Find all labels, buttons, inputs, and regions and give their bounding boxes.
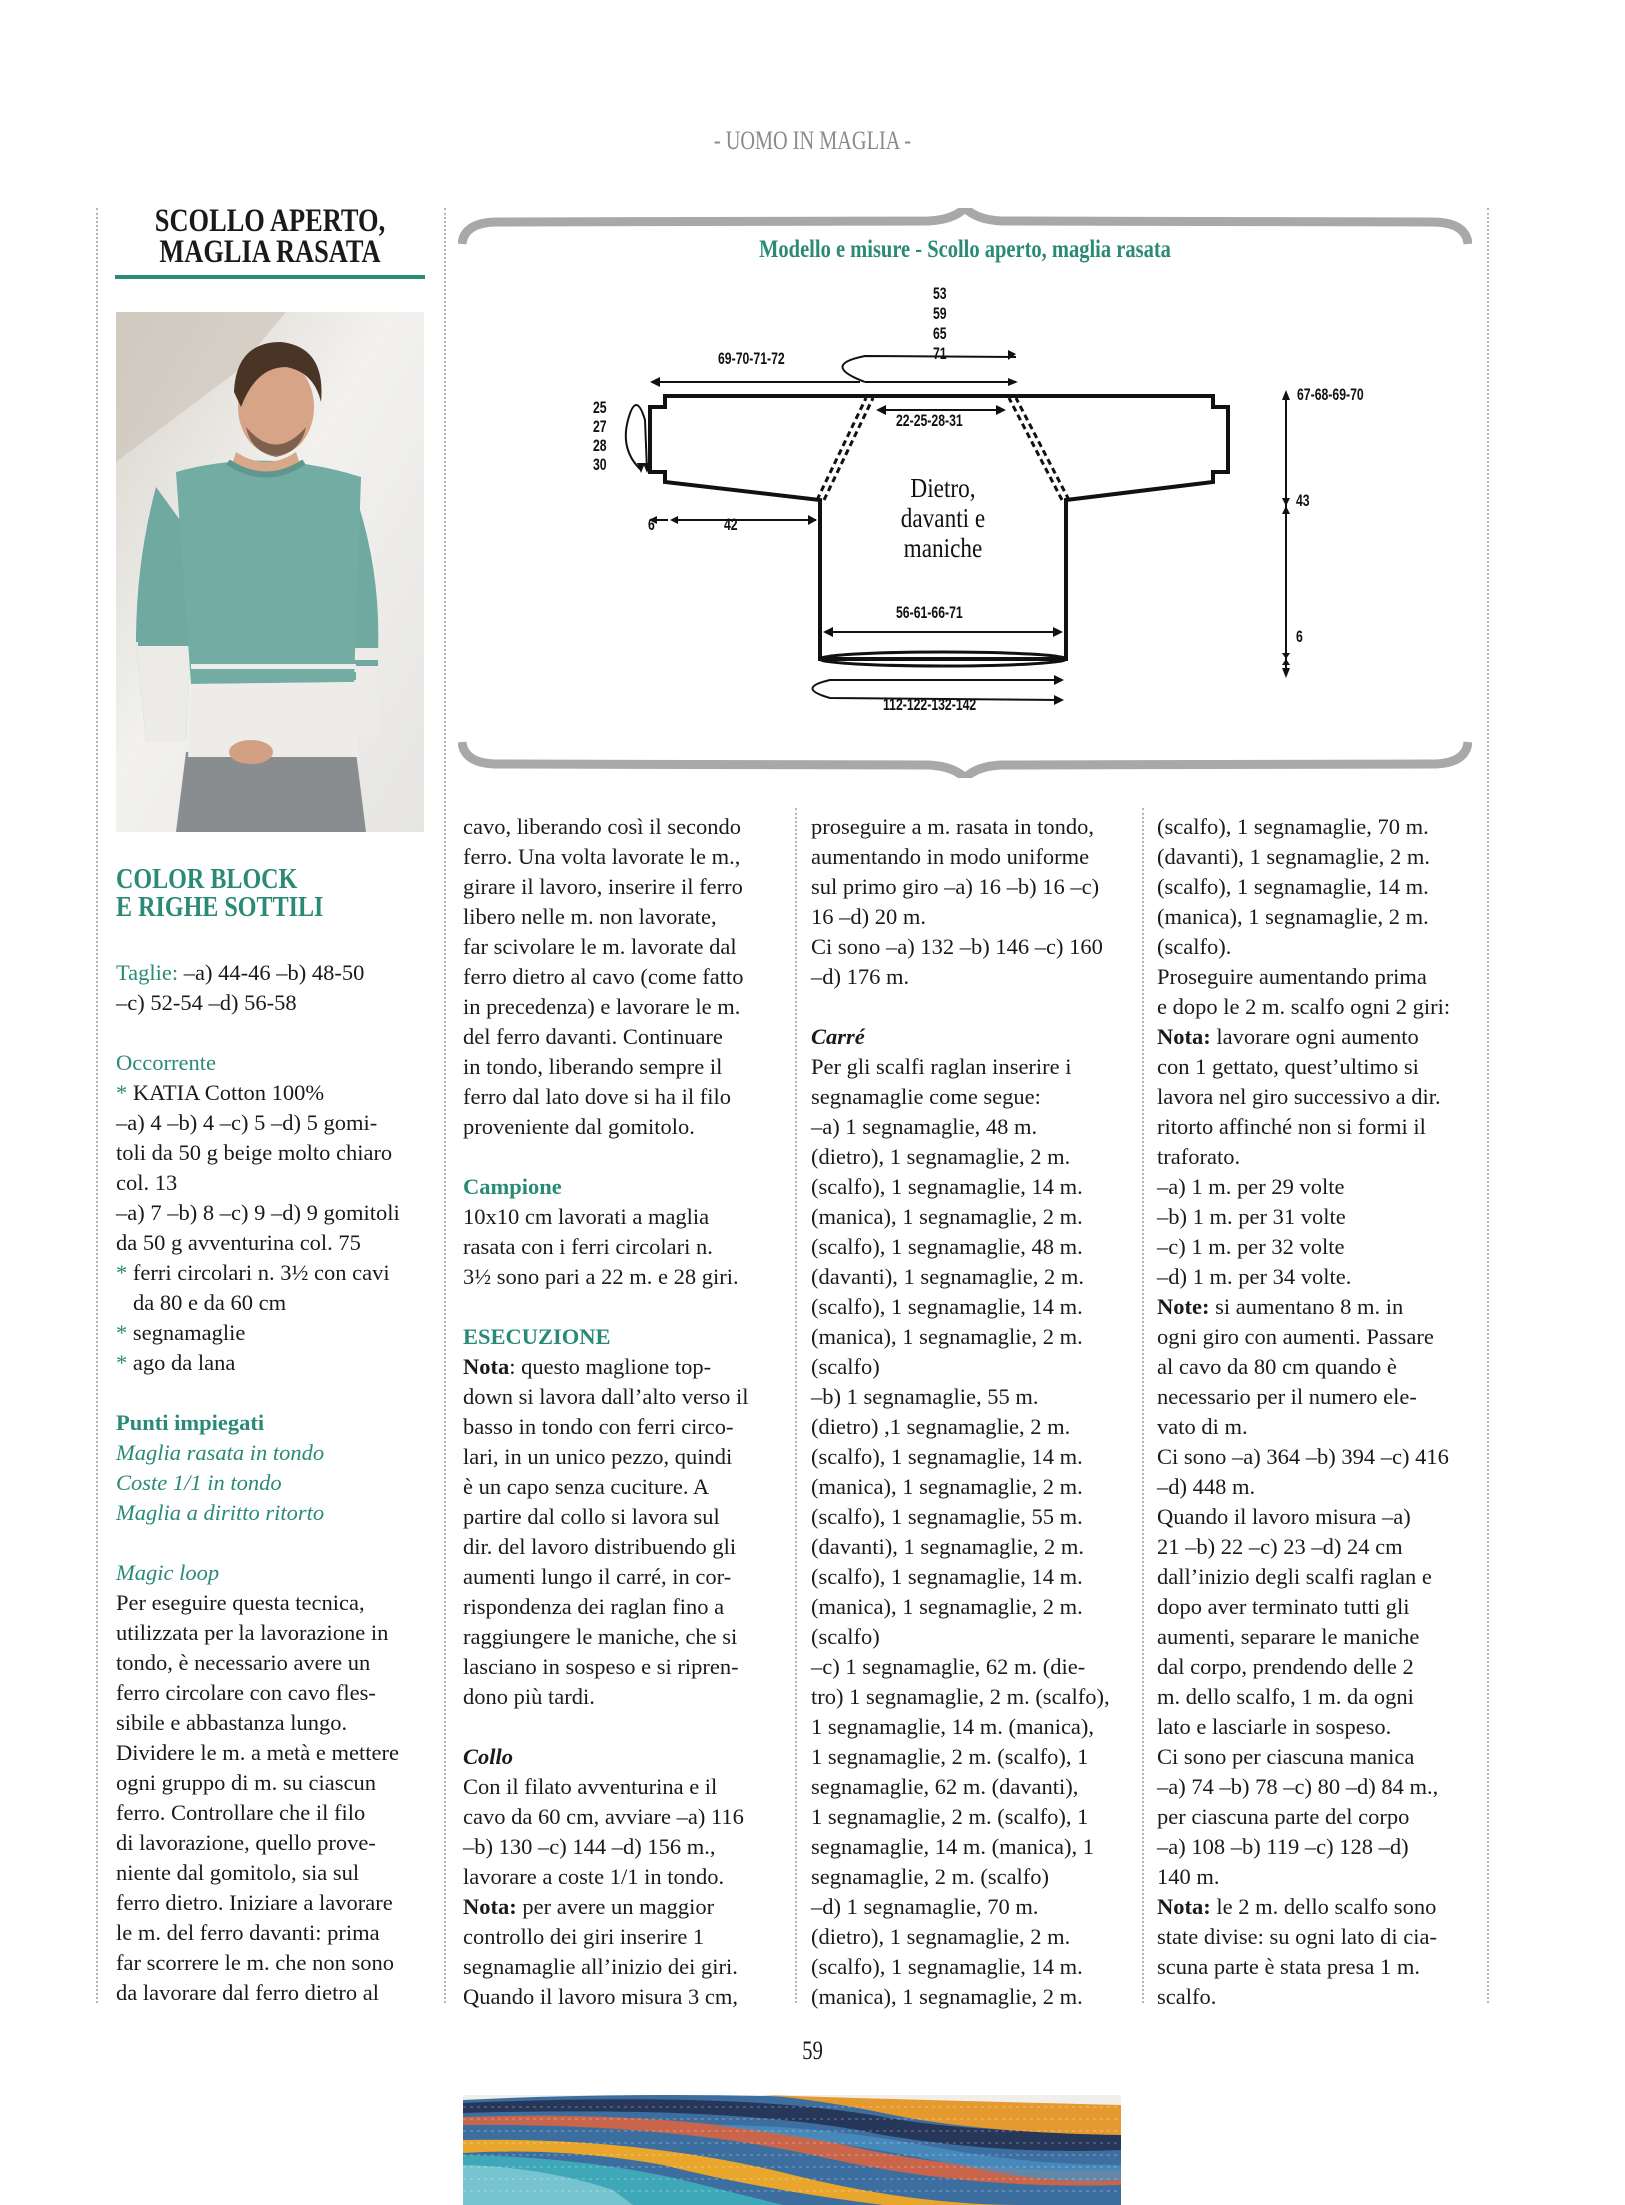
column-2 — [463, 812, 781, 2012]
note-label: Nota: — [1157, 1024, 1211, 1049]
size-value: 27 — [593, 417, 607, 436]
sleeve-underarm-label: 42 — [724, 515, 738, 534]
size-value: 59 — [933, 304, 947, 323]
text-line: ferro dietro. Iniziare a lavorare — [116, 1890, 393, 1915]
note-text: : questo maglione top- — [509, 1354, 712, 1379]
text-line: girare il lavoro, inserire il ferro — [463, 874, 743, 899]
text-line: con 1 gettato, quest’ultimo si — [1157, 1054, 1419, 1079]
materials-heading: Occorrente — [116, 1050, 216, 1075]
material-item — [116, 1318, 426, 1348]
gauge-heading: Campione — [463, 1174, 562, 1199]
text-line: 1 segnamaglie, 2 m. (scalfo), 1 — [811, 1744, 1089, 1769]
text-line: in precedenza) e lavorare le m. — [463, 994, 741, 1019]
text-line: lari, in un unico pezzo, quindi — [463, 1444, 733, 1469]
text-line: far scorrere le m. che non sono — [116, 1950, 395, 1975]
subtitle-line: E RIGHE SOTTILI — [116, 892, 324, 923]
neck-width-label: 22-25-28-31 — [896, 411, 963, 430]
neck-text — [463, 1772, 781, 1892]
text-line: ferro. Controllare che il filo — [116, 1800, 366, 1825]
stitch-item: Coste 1/1 in tondo — [116, 1470, 282, 1495]
text-line: (davanti), 1 segnamaglie, 2 m. — [1157, 844, 1431, 869]
text-line: Con il filato avventurina e il — [463, 1774, 718, 1799]
text-line: del ferro davanti. Continuare — [463, 1024, 723, 1049]
text-line: (manica), 1 segnamaglie, 2 m. — [811, 1984, 1083, 2009]
column-1 — [116, 866, 426, 2008]
column-divider — [96, 208, 98, 2003]
subtitle — [116, 866, 383, 922]
note-label: Nota: — [1157, 1894, 1211, 1919]
subtitle-line: COLOR BLOCK — [116, 864, 298, 895]
instructions-heading: ESECUZIONE — [463, 1324, 611, 1349]
size-value: 30 — [593, 455, 607, 474]
text-line: dir. del lavoro distribuendo gli — [463, 1534, 737, 1559]
text-line: –a) 74 –b) 78 –c) 80 –d) 84 m., — [1157, 1774, 1439, 1799]
material-text: –a) 4 –b) 4 –c) 5 –d) 5 gomi- — [116, 1110, 378, 1135]
magic-loop-continued — [463, 812, 781, 1142]
bullet-icon: * — [116, 1260, 128, 1285]
text-line: rasata con i ferri circolari n. — [463, 1234, 713, 1259]
text-line: segnamaglie come segue: — [811, 1084, 1041, 1109]
total-length-label: 67-68-69-70 — [1297, 385, 1364, 404]
text-line: ferro dal lato dove si ha il filo — [463, 1084, 732, 1109]
note-text — [1157, 1052, 1475, 1292]
text-line: state divise: su ogni lato di cia- — [1157, 1924, 1437, 1949]
title-line: SCOLLO APERTO, — [154, 203, 386, 239]
text-line: sul primo giro –a) 16 –b) 16 –c) — [811, 874, 1100, 899]
material-item — [116, 1258, 426, 1288]
material-text: ferri circolari n. 3½ con cavi — [132, 1260, 390, 1285]
material-text: segnamaglie — [132, 1320, 246, 1345]
note-line — [463, 1352, 781, 1382]
text-line: tondo, è necessario avere un — [116, 1650, 371, 1675]
cuff-rib-label: 6 — [648, 515, 655, 534]
note-line — [463, 1892, 781, 1922]
hem-circumference-label: 112-122-132-142 — [883, 695, 977, 714]
text-line: (manica), 1 segnamaglie, 2 m. — [811, 1204, 1083, 1229]
text-line: segnamaglie, 62 m. (davanti), — [811, 1774, 1079, 1799]
text-line: 16 –d) 20 m. — [811, 904, 926, 929]
note-text: si aumentano 8 m. in — [1209, 1294, 1404, 1319]
text-line: ritorto affinché non si formi il — [1157, 1114, 1426, 1139]
text-line: Per eseguire questa tecnica, — [116, 1590, 365, 1615]
cuff-circumference-label — [593, 398, 607, 474]
note-text: per avere un maggior — [516, 1894, 715, 1919]
text-line: (manica), 1 segnamaglie, 2 m. — [811, 1324, 1083, 1349]
knit-swatch-illustration — [463, 2095, 1121, 2205]
gauge-text — [463, 1202, 781, 1292]
body-length-label: 43 — [1296, 491, 1310, 510]
magic-loop-heading: Magic loop — [116, 1560, 220, 1585]
material-text: toli da 50 g beige molto chiaro — [116, 1140, 393, 1165]
text-line: segnamaglie, 2 m. (scalfo) — [811, 1864, 1050, 1889]
text-line: dopo aver terminato tutti gli — [1157, 1594, 1410, 1619]
bullet-icon: * — [116, 1350, 128, 1375]
text-line: (manica), 1 segnamaglie, 2 m. — [811, 1594, 1083, 1619]
sizes-value: –a) 44-46 –b) 48-50 — [178, 960, 365, 985]
text-line: down si lavora dall’alto verso il — [463, 1384, 749, 1409]
note-text — [463, 1922, 781, 2012]
column-divider — [1142, 808, 1144, 2003]
text-line: è un capo senza cuciture. A — [463, 1474, 710, 1499]
material-text: da 50 g avventurina col. 75 — [116, 1230, 361, 1255]
stitch-item: Maglia rasata in tondo — [116, 1440, 325, 1465]
text-line: 3½ sono pari a 22 m. e 28 giri. — [463, 1264, 739, 1289]
text-line: –a) 1 m. per 29 volte — [1157, 1174, 1345, 1199]
title-line: MAGLIA RASATA — [159, 234, 381, 270]
text-line: partire dal collo si lavora sul — [463, 1504, 720, 1529]
text-line: m. dello scalfo, 1 m. da ogni — [1157, 1684, 1414, 1709]
article-title — [134, 203, 406, 270]
neck-heading: Collo — [463, 1744, 514, 1769]
body-label-line: maniche — [903, 533, 983, 563]
body-label-line: davanti e — [900, 503, 986, 533]
text-line: proveniente dal gomitolo. — [463, 1114, 695, 1139]
note-text: le 2 m. dello scalfo sono — [1210, 1894, 1437, 1919]
text-line: (scalfo) — [811, 1624, 880, 1649]
text-line: –d) 448 m. — [1157, 1474, 1256, 1499]
text-line: Proseguire aumentando prima — [1157, 964, 1427, 989]
bullet-icon: * — [116, 1320, 128, 1345]
text-line: necessario per il numero ele- — [1157, 1384, 1417, 1409]
sizes-line — [116, 958, 426, 988]
column-3 — [811, 812, 1129, 2012]
text-line: –a) 108 –b) 119 –c) 128 –d) — [1157, 1834, 1409, 1859]
text-line: lavora nel giro successivo a dir. — [1157, 1084, 1441, 1109]
text-line: aumenti lungo il carré, in cor- — [463, 1564, 732, 1589]
body-width-label: 56-61-66-71 — [896, 603, 963, 622]
text-line: basso in tondo con ferri circo- — [463, 1414, 734, 1439]
text-line: –c) 1 m. per 32 volte — [1157, 1234, 1345, 1259]
text-line: Per gli scalfi raglan inserire i — [811, 1054, 1072, 1079]
text-line: Quando il lavoro misura –a) — [1157, 1504, 1411, 1529]
text-line: 1 segnamaglie, 14 m. (manica), — [811, 1714, 1095, 1739]
note-text — [463, 1382, 781, 1712]
text-line: in tondo, liberando sempre il — [463, 1054, 723, 1079]
neck-circumference-label — [933, 284, 947, 364]
text-line: dall’inizio degli scalfi raglan e — [1157, 1564, 1432, 1589]
text-line: lasciano in sospeso e si ripren- — [463, 1654, 739, 1679]
text-line: Dividere le m. a metà e mettere — [116, 1740, 399, 1765]
text-line: per ciascuna parte del corpo — [1157, 1804, 1410, 1829]
page-number: 59 — [802, 2036, 823, 2065]
text-line: (scalfo). — [1157, 934, 1232, 959]
size-value: 28 — [593, 436, 607, 455]
material-item — [116, 1078, 426, 1108]
text-line: far scivolare le m. lavorate dal — [463, 934, 737, 959]
text-line: (manica), 1 segnamaglie, 2 m. — [811, 1474, 1083, 1499]
text-line: le m. del ferro davanti: prima — [116, 1920, 380, 1945]
text-line: (scalfo), 1 segnamaglie, 70 m. — [1157, 814, 1429, 839]
material-text: da 80 e da 60 cm — [133, 1290, 287, 1315]
note-line — [1157, 1892, 1475, 1922]
title-rule — [115, 275, 425, 279]
text-line: (manica), 1 segnamaglie, 2 m. — [1157, 904, 1429, 929]
text-line: Ci sono –a) 364 –b) 394 –c) 416 — [1157, 1444, 1449, 1469]
text-line: sibile e abbastanza lungo. — [116, 1710, 348, 1735]
model-photo-illustration — [116, 312, 424, 832]
text-line: ogni gruppo di m. su ciascun — [116, 1770, 376, 1795]
text-line: cavo da 60 cm, avviare –a) 116 — [463, 1804, 744, 1829]
text-line: cavo, liberando così il secondo — [463, 814, 742, 839]
text-line: 21 –b) 22 –c) 23 –d) 24 cm — [1157, 1534, 1403, 1559]
text-line: Ci sono per ciascuna manica — [1157, 1744, 1415, 1769]
note-text — [1157, 1322, 1475, 1892]
note-text — [1157, 1922, 1475, 2012]
neck-continued-text — [811, 812, 1129, 992]
text-line: segnamaglie, 14 m. (manica), 1 — [811, 1834, 1095, 1859]
bottom-bracket-ornament — [458, 738, 1472, 778]
material-item — [116, 1348, 426, 1378]
model-photo — [116, 312, 424, 832]
text-line: (davanti), 1 segnamaglie, 2 m. — [811, 1534, 1085, 1559]
body-piece-label — [857, 473, 1029, 563]
text-line: segnamaglie all’inizio dei giri. — [463, 1954, 738, 1979]
yoke-continued-text — [1157, 812, 1475, 1022]
text-line: (scalfo), 1 segnamaglie, 14 m. — [811, 1294, 1083, 1319]
sleeve-length-label: 69-70-71-72 — [718, 349, 785, 368]
text-line: 1 segnamaglie, 2 m. (scalfo), 1 — [811, 1804, 1089, 1829]
note-label: Nota: — [463, 1894, 517, 1919]
text-line: libero nelle m. non lavorate, — [463, 904, 717, 929]
text-line: proseguire a m. rasata in tondo, — [811, 814, 1095, 839]
text-line: ferro. Una volta lavorate le m., — [463, 844, 741, 869]
text-line: (scalfo), 1 segnamaglie, 48 m. — [811, 1234, 1083, 1259]
column-4 — [1157, 812, 1475, 2012]
text-line: (scalfo), 1 segnamaglie, 55 m. — [811, 1504, 1083, 1529]
text-line: (scalfo) — [811, 1354, 880, 1379]
text-line: lavorare a coste 1/1 in tondo. — [463, 1864, 725, 1889]
text-line: (dietro), 1 segnamaglie, 2 m. — [811, 1144, 1071, 1169]
text-line: –b) 130 –c) 144 –d) 156 m., — [463, 1834, 716, 1859]
text-line: –d) 1 m. per 34 volte. — [1157, 1264, 1352, 1289]
size-value: 53 — [933, 284, 947, 303]
body-label-line: Dietro, — [910, 473, 976, 503]
text-line: (scalfo), 1 segnamaglie, 14 m. — [811, 1564, 1083, 1589]
text-line: (dietro), 1 segnamaglie, 2 m. — [811, 1924, 1071, 1949]
text-line: traforato. — [1157, 1144, 1241, 1169]
text-line: di lavorazione, quello prove- — [116, 1830, 376, 1855]
note-text: lavorare ogni aumento — [1210, 1024, 1419, 1049]
text-line: 10x10 cm lavorati a maglia — [463, 1204, 710, 1229]
column-divider — [795, 808, 797, 2003]
text-line: (davanti), 1 segnamaglie, 2 m. — [811, 1264, 1085, 1289]
text-line: e dopo le 2 m. scalfo ogni 2 giri: — [1157, 994, 1451, 1019]
text-line: scalfo. — [1157, 1984, 1217, 2009]
yoke-text — [811, 1052, 1129, 2012]
text-line: –a) 1 segnamaglie, 48 m. — [811, 1114, 1038, 1139]
text-line: (scalfo), 1 segnamaglie, 14 m. — [1157, 874, 1429, 899]
text-line: –b) 1 m. per 31 volte — [1157, 1204, 1346, 1229]
sizes-value: –c) 52-54 –d) 56-58 — [116, 990, 297, 1015]
text-line: dono più tardi. — [463, 1684, 595, 1709]
text-line: da lavorare dal ferro dietro al — [116, 1980, 379, 2005]
magic-loop-text — [116, 1588, 426, 2008]
yoke-heading: Carré — [811, 1024, 865, 1049]
text-line: –d) 1 segnamaglie, 70 m. — [811, 1894, 1039, 1919]
text-line: ferro circolare con cavo fles- — [116, 1680, 376, 1705]
text-line: raggiungere le maniche, che si — [463, 1624, 738, 1649]
size-value: 25 — [593, 398, 607, 417]
diagram-title: Modello e misure - Scollo aperto, maglia rasata — [759, 236, 1171, 263]
text-line: –d) 176 m. — [811, 964, 910, 989]
text-line: ogni giro con aumenti. Passare — [1157, 1324, 1434, 1349]
text-line: al cavo da 80 cm quando è — [1157, 1354, 1397, 1379]
text-line: –b) 1 segnamaglie, 55 m. — [811, 1384, 1039, 1409]
text-line: aumentando in modo uniforme — [811, 844, 1090, 869]
material-text: –a) 7 –b) 8 –c) 9 –d) 9 gomitoli — [116, 1200, 400, 1225]
note-line — [1157, 1022, 1475, 1052]
note-label: Nota — [463, 1354, 510, 1379]
stitches-heading: Punti impiegati — [116, 1410, 265, 1435]
text-line: (dietro) ,1 segnamaglie, 2 m. — [811, 1414, 1071, 1439]
text-line: (scalfo), 1 segnamaglie, 14 m. — [811, 1174, 1083, 1199]
text-line: 140 m. — [1157, 1864, 1220, 1889]
text-line: vato di m. — [1157, 1414, 1248, 1439]
text-line: lato e lasciarle in sospeso. — [1157, 1714, 1392, 1739]
text-line: Ci sono –a) 132 –b) 146 –c) 160 — [811, 934, 1103, 959]
text-line: controllo dei giri inserire 1 — [463, 1924, 705, 1949]
text-line: (scalfo), 1 segnamaglie, 14 m. — [811, 1954, 1083, 1979]
bullet-icon: * — [116, 1080, 128, 1105]
text-line: utilizzata per la lavorazione in — [116, 1620, 389, 1645]
material-text: KATIA Cotton 100% — [132, 1080, 325, 1105]
material-text: ago da lana — [132, 1350, 236, 1375]
running-head: - UOMO IN MAGLIA - — [713, 126, 912, 155]
sizes-label: Taglie: — [116, 960, 179, 985]
text-line: tro) 1 segnamaglie, 2 m. (scalfo), — [811, 1684, 1110, 1709]
yarn-swatch-image — [463, 2095, 1121, 2205]
text-line: niente dal gomitolo, sia sul — [116, 1860, 360, 1885]
rib-height-label: 6 — [1296, 627, 1303, 646]
stitch-item: Maglia a diritto ritorto — [116, 1500, 325, 1525]
text-line: scuna parte è stata presa 1 m. — [1157, 1954, 1421, 1979]
note-line — [1157, 1292, 1475, 1322]
text-line: (scalfo), 1 segnamaglie, 14 m. — [811, 1444, 1083, 1469]
size-value: 65 — [933, 324, 947, 343]
material-text: col. 13 — [116, 1170, 178, 1195]
text-line: dal corpo, prendendo delle 2 — [1157, 1654, 1414, 1679]
text-line: aumenti, separare le maniche — [1157, 1624, 1420, 1649]
text-line: Quando il lavoro misura 3 cm, — [463, 1984, 738, 2009]
size-value: 71 — [933, 344, 947, 363]
text-line: rispondenza dei raglan fino a — [463, 1594, 725, 1619]
text-line: ferro dietro al cavo (come fatto — [463, 964, 744, 989]
text-line: –c) 1 segnamaglie, 62 m. (die- — [811, 1654, 1086, 1679]
note-label: Note: — [1157, 1294, 1210, 1319]
